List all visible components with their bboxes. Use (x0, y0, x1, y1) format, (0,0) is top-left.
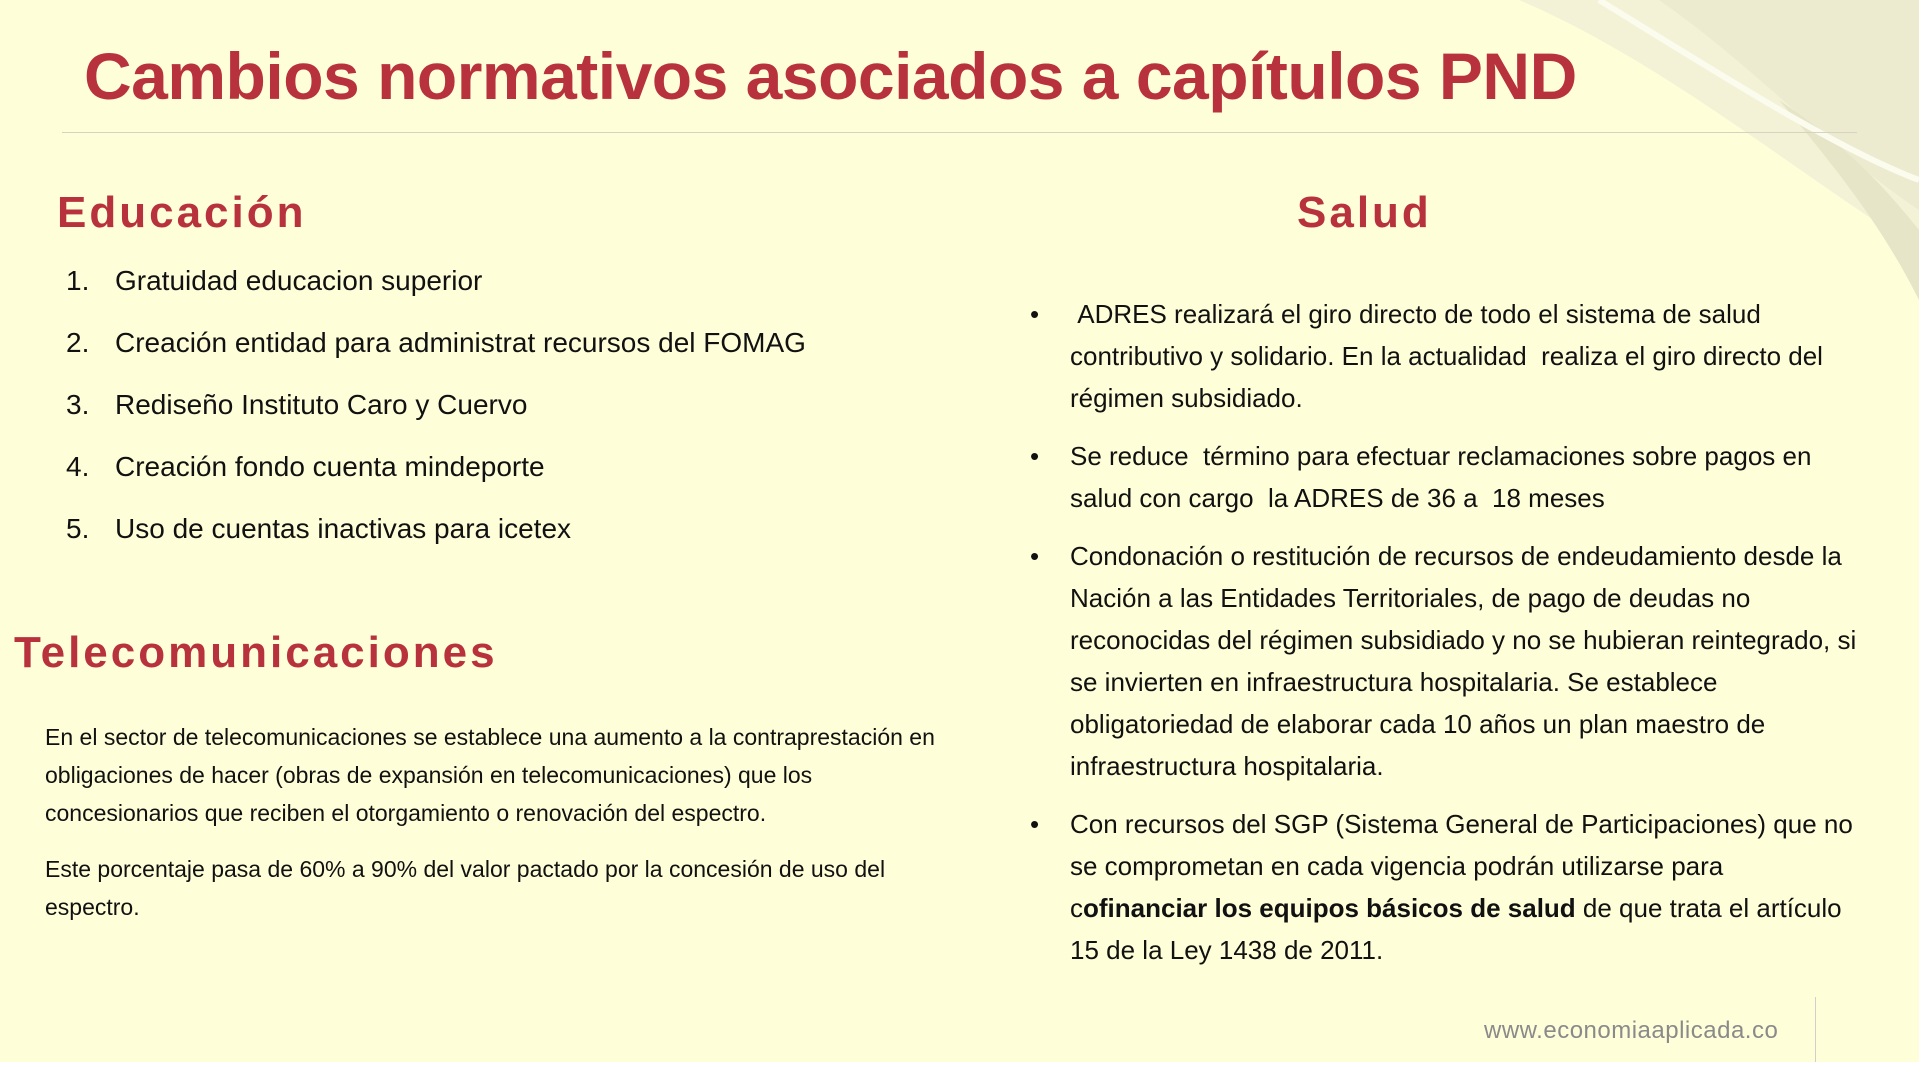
telecomunicaciones-paragraph: Este porcentaje pasa de 60% a 90% del valor pactado por la concesión de uso del espectro. (45, 856, 886, 920)
list-item (66, 388, 806, 450)
bullet-icon: • (1030, 541, 1040, 571)
educacion-heading: Educación (57, 188, 307, 237)
list-item-number: 1. (66, 265, 90, 296)
list-item-text-bold: ofinanciar los equipos básicos de salud (1083, 893, 1576, 923)
list-item-text: Gratuidad educacion superior (115, 265, 483, 296)
list-item (66, 326, 806, 388)
list-item-text: Se reduce término para efectuar reclamaciones sobre pagos en salud con cargo la ADRES de 36 a 18 meses (1070, 441, 1819, 513)
list-item (1030, 803, 1860, 971)
list-item-number: 5. (66, 513, 90, 544)
list-item-text: Rediseño Instituto Caro y Cuervo (115, 389, 528, 420)
telecomunicaciones-heading: Telecomunicaciones (14, 628, 498, 677)
list-item (1030, 435, 1860, 519)
salud-list (1030, 293, 1860, 987)
list-item (1030, 535, 1860, 787)
list-item (1030, 293, 1860, 419)
telecomunicaciones-body (45, 718, 955, 944)
bottom-strip (0, 1062, 1919, 1080)
telecomunicaciones-paragraph: En el sector de telecomunicaciones se establece una aumento a la contraprestación en obligaciones de hacer (obras de expansión en telecomunicaciones) que los concesionarios que reciben el otorgamiento o renovación del espectro. (45, 724, 935, 826)
educacion-list (66, 264, 806, 574)
list-item-text: Creación fondo cuenta mindeporte (115, 451, 545, 482)
page-title: Cambios normativos asociados a capítulos PND (84, 39, 1577, 113)
list-item-text: Condonación o restitución de recursos de endeudamiento desde la Nación a las Entidades Territoriales, de pago de deudas no reconocidas del régimen subsidiado y no se hubieran reintegrado, si se invierten en infraestructura hospitalaria. Se establece obligatoriedad de elaborar cada 10 años un plan maestro de infraestructura hospitalaria. (1070, 541, 1857, 781)
list-item (66, 264, 806, 326)
list-item (66, 450, 806, 512)
list-item-number: 3. (66, 389, 90, 420)
bullet-icon: • (1030, 441, 1040, 471)
list-item (66, 512, 806, 574)
list-item-text: Creación entidad para administrat recursos del FOMAG (115, 327, 806, 358)
list-item-number: 2. (66, 327, 90, 358)
bullet-icon: • (1030, 809, 1040, 839)
list-item-text-pre: Con recursos del SGP (Sistema General de Participaciones) que no se comprometan en cada vigencia podrán utilizarse para c (1070, 809, 1853, 923)
list-item-text: ADRES realizará el giro directo de todo el sistema de salud contributivo y solidario. En la actualidad realiza el giro directo del régimen subsidiado. (1070, 299, 1831, 413)
bullet-icon: • (1030, 299, 1040, 329)
title-divider (62, 132, 1857, 133)
list-item-text: Uso de cuentas inactivas para icetex (115, 513, 572, 544)
footer-website-link[interactable]: www.economiaaplicada.co (1484, 1017, 1779, 1044)
list-item-number: 4. (66, 451, 90, 482)
salud-heading: Salud (1297, 188, 1432, 237)
list-item-text-post: de que trata el artículo 15 de la Ley 1438 de 2011. (1070, 893, 1842, 965)
